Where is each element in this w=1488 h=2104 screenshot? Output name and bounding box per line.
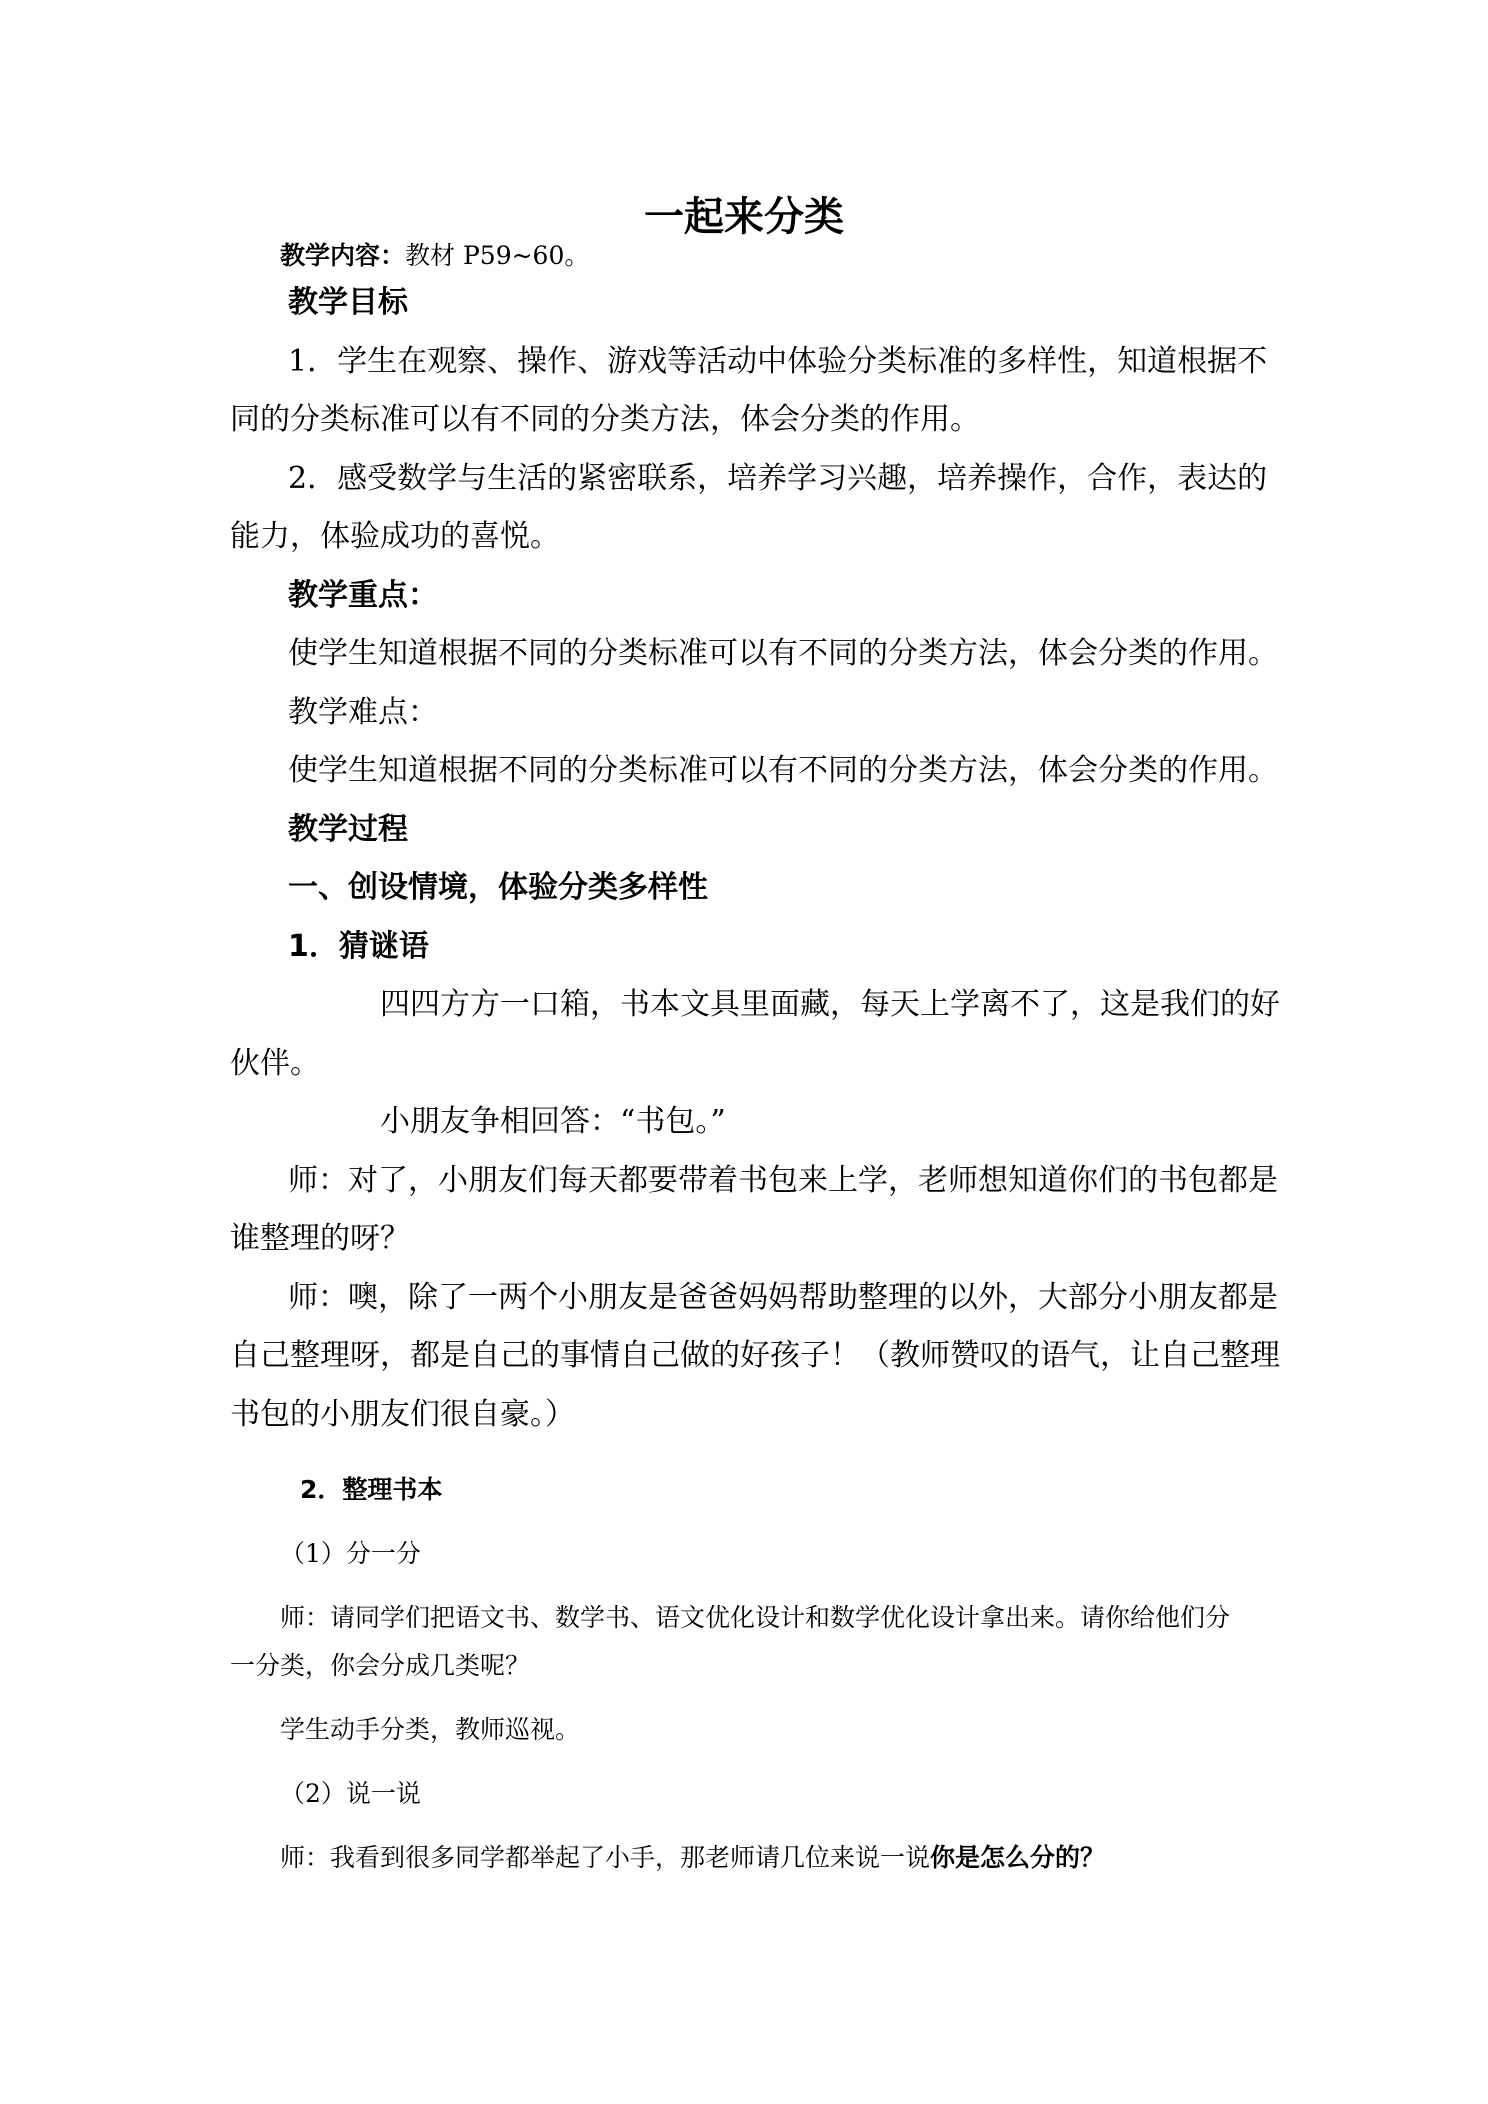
goals-heading: 教学目标 (288, 285, 408, 320)
step-1-label: （1）分一分 (280, 1539, 421, 1568)
teacher-1-line-1: 师：对了，小朋友们每天都要带着书包来上学，老师想知道你们的书包都是 (288, 1163, 1278, 1198)
teacher-2-line-2: 自己整理呀，都是自己的事情自己做的好孩子！（教师赞叹的语气，让自己整理 (230, 1338, 1280, 1373)
riddle-line-2: 伙伴。 (230, 1046, 320, 1081)
teacher-2-line-3: 书包的小朋友们很自豪。） (230, 1397, 575, 1432)
goal-1-line-2: 同的分类标准可以有不同的分类方法，体会分类的作用。 (230, 402, 980, 437)
teacher-4-emphasis: 你是怎么分的？ (930, 1843, 1106, 1872)
goal-1-line-1: 1．学生在观察、操作、游戏等活动中体验分类标准的多样性，知道根据不 (288, 344, 1268, 379)
teacher-4-line (280, 1834, 1105, 1882)
teacher-3-line-1: 师：请同学们把语文书、数学书、语文优化设计和数学优化设计拿出来。请你给他们分 (280, 1603, 1231, 1632)
goal-2-line-2: 能力，体验成功的喜悦。 (230, 519, 560, 554)
step-2-label: （2）说一说 (280, 1779, 421, 1808)
content-text: 教材 P59~60。 (405, 241, 590, 270)
key-point-text: 使学生知道根据不同的分类标准可以有不同的分类方法，体会分类的作用。 (288, 636, 1278, 671)
teacher-3-line-2: 一分类，你会分成几类呢？ (230, 1651, 531, 1680)
content-line (280, 232, 589, 280)
riddle-heading: 1．猜谜语 (288, 929, 429, 964)
riddle-answer: 小朋友争相回答：“书包。” (380, 1104, 726, 1139)
teacher-1-line-2: 谁整理的呀？ (230, 1221, 410, 1256)
section-1-heading: 一、创设情境，体验分类多样性 (288, 870, 708, 905)
content-label: 教学内容： (280, 241, 406, 270)
goal-2-line-1: 2．感受数学与生活的紧密联系，培养学习兴趣，培养操作，合作，表达的 (288, 461, 1268, 496)
student-action: 学生动手分类，教师巡视。 (280, 1715, 581, 1744)
teacher-2-line-1: 师：噢，除了一两个小朋友是爸爸妈妈帮助整理的以外，大部分小朋友都是 (288, 1280, 1278, 1315)
section-2-heading: 2．整理书本 (300, 1475, 443, 1504)
teacher-4-text: 师：我看到很多同学都举起了小手，那老师请几位来说一说 (280, 1843, 931, 1872)
key-point-heading: 教学重点： (288, 578, 438, 613)
page-title: 一起来分类 (644, 194, 844, 240)
difficulty-heading: 教学难点： (288, 695, 438, 730)
process-heading: 教学过程 (288, 812, 408, 847)
riddle-line-1: 四四方方一口箱，书本文具里面藏，每天上学离不了，这是我们的好 (380, 987, 1280, 1022)
difficulty-text: 使学生知道根据不同的分类标准可以有不同的分类方法，体会分类的作用。 (288, 753, 1278, 788)
